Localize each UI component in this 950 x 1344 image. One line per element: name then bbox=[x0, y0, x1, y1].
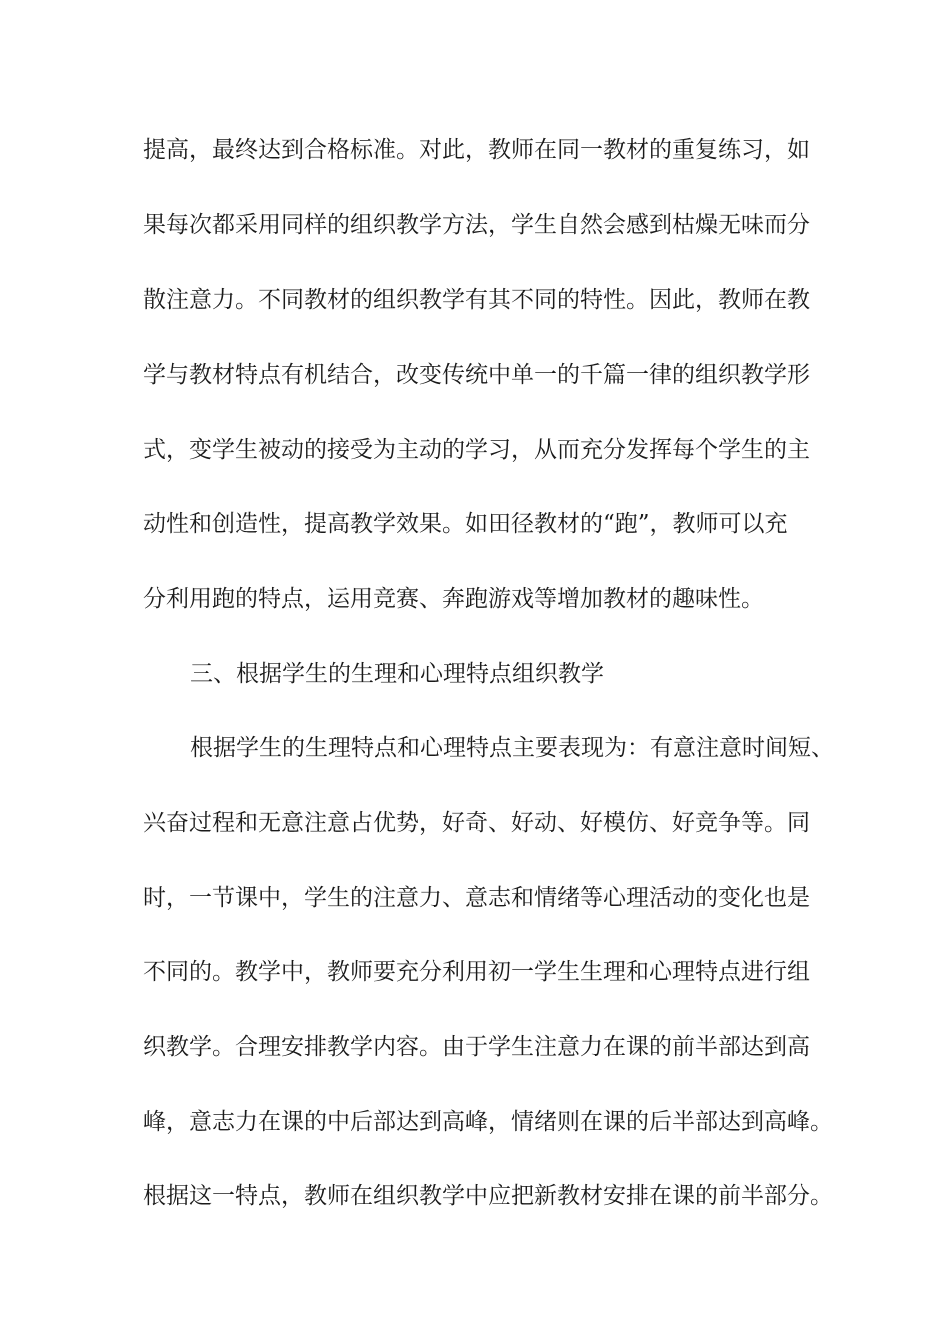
paragraph-line: 式，变学生被动的接受为主动的学习，从而充分发挥每个学生的主 bbox=[143, 437, 810, 463]
paragraph-line: 织教学。合理安排教学内容。由于学生注意力在课的前半部达到高 bbox=[143, 1034, 810, 1060]
paragraph-line: 动性和创造性，提高教学效果。如田径教材的“跑”，教师可以充 bbox=[143, 511, 788, 537]
paragraph-line: 时，一节课中，学生的注意力、意志和情绪等心理活动的变化也是 bbox=[143, 885, 810, 911]
paragraph-line: 果每次都采用同样的组织教学方法，学生自然会感到枯燥无味而分 bbox=[143, 212, 810, 238]
paragraph-line: 根据学生的生理特点和心理特点主要表现为：有意注意时间短、 bbox=[190, 735, 834, 761]
paragraph-line: 兴奋过程和无意注意占优势，好奇、好动、好模仿、好竞争等。同 bbox=[143, 810, 810, 836]
paragraph-line: 根据这一特点，教师在组织教学中应把新教材安排在课的前半部分。 bbox=[143, 1183, 833, 1209]
paragraph-line: 不同的。教学中，教师要充分利用初一学生生理和心理特点进行组 bbox=[143, 959, 810, 985]
paragraph-line: 散注意力。不同教材的组织教学有其不同的特性。因此，教师在教 bbox=[143, 287, 810, 313]
paragraph-line: 分利用跑的特点，运用竞赛、奔跑游戏等增加教材的趣味性。 bbox=[143, 586, 764, 612]
paragraph-line: 学与教材特点有机结合，改变传统中单一的千篇一律的组织教学形 bbox=[143, 362, 810, 388]
paragraph-line: 提高，最终达到合格标准。对此，教师在同一教材的重复练习，如 bbox=[143, 137, 810, 163]
paragraph-line: 峰，意志力在课的中后部达到高峰，情绪则在课的后半部达到高峰。 bbox=[143, 1109, 833, 1135]
section-heading: 三、根据学生的生理和心理特点组织教学 bbox=[190, 661, 604, 687]
